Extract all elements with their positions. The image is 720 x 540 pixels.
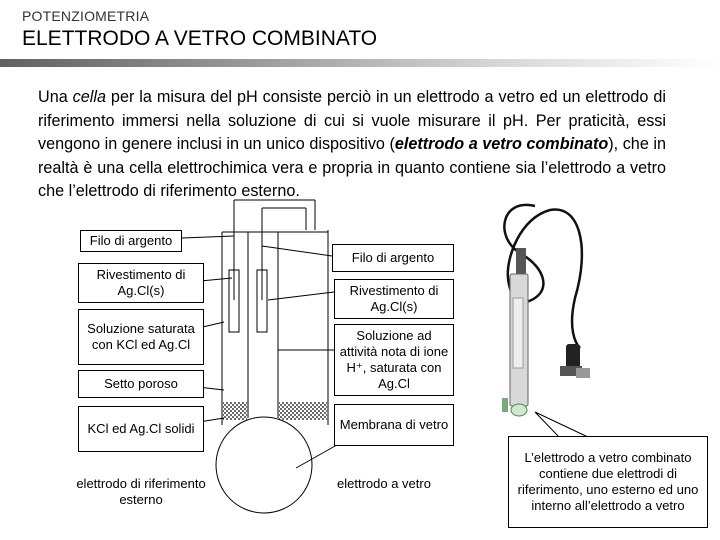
label-right-rivestimento: Rivestimento di Ag.Cl(s)	[334, 279, 454, 319]
label-left-rivestimento: Rivestimento di Ag.Cl(s)	[78, 263, 204, 303]
slide-kicker: POTENZIOMETRIA	[22, 8, 150, 24]
callout-box: L’elettrodo a vetro combinato contiene due elettrodi di riferimento, uno esterno ed uno interno all’elettrodo a vetro	[508, 436, 708, 528]
glass-bulb	[216, 417, 312, 513]
label-left-riferimento: elettrodo di riferimento esterno	[76, 476, 206, 507]
label-left-soluzione: Soluzione saturata con KCl ed Ag.Cl	[78, 309, 204, 365]
electrode-body	[222, 200, 328, 425]
intro-text-3: ), che in realtà è una cella elettrochimica vera e propria in quanto contiene sia l’elettrodo a vetro che l’elettrodo di riferimento esterno.	[38, 135, 666, 200]
label-left-filo: Filo di argento	[80, 230, 182, 252]
label-right-membrana: Membrana di vetro	[334, 404, 454, 446]
intro-text-1: Una	[38, 88, 73, 106]
intro-cella: cella	[72, 88, 106, 106]
setto-poroso-right	[279, 402, 327, 420]
intro-combinato: elettrodo a vetro combinato	[394, 135, 609, 153]
slide-title: ELETTRODO A VETRO COMBINATO	[22, 27, 378, 50]
label-right-filo: Filo di argento	[332, 244, 454, 272]
electrode-photo-icon	[480, 198, 630, 428]
intro-text-2: per la misura del pH consiste perciò in un elettrodo a vetro ed un elettrodo di riferimento immersi nella soluzione di cui si vuole misurare il pH. Per praticità, essi vengono in genere inclusi in un unico dispositivo (	[38, 88, 666, 153]
label-right-vetro: elettrodo a vetro	[337, 476, 431, 491]
label-left-kcl: KCl ed Ag.Cl solidi	[78, 406, 204, 452]
label-left-setto: Setto poroso	[78, 370, 204, 398]
setto-poroso-left	[223, 402, 247, 420]
label-right-soluzione: Soluzione ad attività nota di ione H⁺, saturata con Ag.Cl	[334, 324, 454, 396]
